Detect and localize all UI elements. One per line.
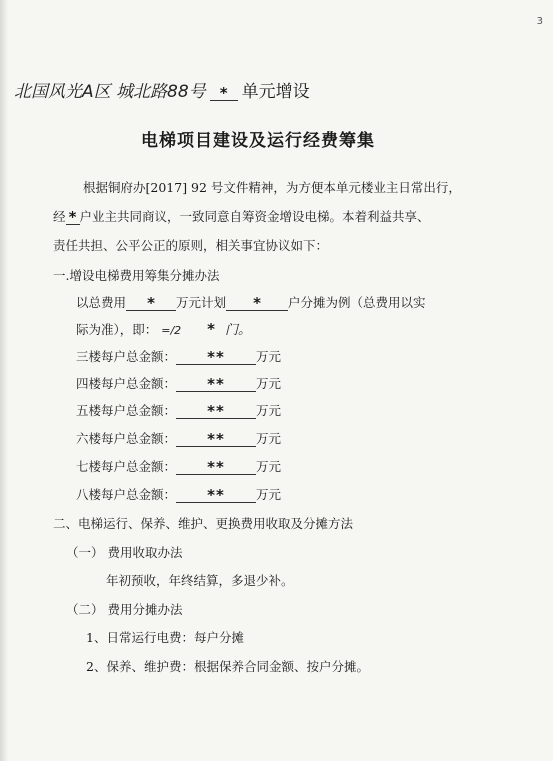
header-suffix: 单元增设 xyxy=(241,82,310,102)
floor-amount-blank xyxy=(176,459,256,475)
floor-unit: 万元 xyxy=(256,487,282,502)
section2-item-1: 1、日常运行电费：每户分摊 xyxy=(86,630,244,645)
floor-label: 四楼每户总金额： xyxy=(76,376,177,391)
header-handwritten-address: 北国风光A区 城北路88号 xyxy=(14,82,206,102)
section2-sub1-heading: （一） 费用收取办法 xyxy=(66,545,183,560)
header-line xyxy=(14,84,310,101)
section2-sub1-text: 年初预收，年终结算，多退少补。 xyxy=(106,573,294,588)
section1-line-1-suffix: 户分摊为例（总费用以实 xyxy=(288,295,426,310)
header-blank xyxy=(210,85,238,101)
section1-line-2-star: * xyxy=(207,320,216,338)
plan-label: 万元计划 xyxy=(176,295,227,310)
corner-mark: 3 xyxy=(536,16,543,27)
floor-row-3 xyxy=(76,349,281,365)
intro-star: * xyxy=(68,208,77,226)
floor-amount-blank xyxy=(176,403,256,419)
total-cost-star: * xyxy=(147,294,155,312)
floor-amount: ** xyxy=(207,486,225,504)
floor-row-8 xyxy=(76,487,281,503)
floor-row-6 xyxy=(76,431,281,447)
scan-edge-shadow xyxy=(0,0,8,761)
floor-amount: ** xyxy=(207,402,225,420)
floor-label: 三楼每户总金额： xyxy=(76,349,177,364)
total-cost-label: 以总费用 xyxy=(76,295,127,310)
floor-unit: 万元 xyxy=(256,376,282,391)
floor-label: 五楼每户总金额： xyxy=(76,403,177,418)
floor-amount-blank xyxy=(176,431,256,447)
floor-unit: 万元 xyxy=(256,403,282,418)
section2-sub2-heading: （二） 费用分摊办法 xyxy=(66,602,183,617)
floor-label: 七楼每户总金额： xyxy=(76,459,177,474)
intro-line-2 xyxy=(53,209,430,225)
section1-line-2 xyxy=(76,321,251,339)
section1-heading: 一.增设电梯费用筹集分摊办法 xyxy=(53,268,220,283)
handwritten-note: =/2 xyxy=(161,324,182,337)
intro-blank xyxy=(66,209,80,225)
floor-unit: 万元 xyxy=(256,431,282,446)
section2-heading: 二、电梯运行、保养、维护、更换费用收取及分摊方法 xyxy=(53,516,354,531)
floor-amount: ** xyxy=(207,430,225,448)
intro-line-2-prefix: 经 xyxy=(53,209,66,224)
floor-amount: ** xyxy=(207,375,225,393)
floor-unit: 万元 xyxy=(256,459,282,474)
floor-label: 六楼每户总金额： xyxy=(76,431,177,446)
floor-row-4 xyxy=(76,376,281,392)
total-cost-blank xyxy=(126,295,176,311)
header-star: * xyxy=(219,84,228,102)
section2-item-2: 2、保养、维护费：根据保养合同金额、按户分摊。 xyxy=(86,659,369,674)
section1-line-1 xyxy=(76,295,426,311)
floor-amount: ** xyxy=(207,458,225,476)
household-blank xyxy=(226,295,288,311)
floor-unit: 万元 xyxy=(256,349,282,364)
floor-amount-blank xyxy=(176,349,256,365)
floor-amount: ** xyxy=(207,348,225,366)
floor-amount-blank xyxy=(176,487,256,503)
intro-line-2-rest: 户业主共同商议，一致同意自筹资金增设电梯。本着利益共享、 xyxy=(79,209,430,224)
floor-row-5 xyxy=(76,403,281,419)
section1-line-2-tail: 门。 xyxy=(225,323,252,338)
intro-line-3: 责任共担、公平公正的原则，相关事宜协议如下： xyxy=(53,238,329,253)
section1-line-2-prefix: 际为准），即： xyxy=(76,322,158,337)
floor-row-7 xyxy=(76,459,281,475)
household-star: * xyxy=(253,294,261,312)
floor-label: 八楼每户总金额： xyxy=(76,487,177,502)
floor-amount-blank xyxy=(176,376,256,392)
intro-line-1: 根据铜府办[2017] 92 号文件精神，为方便本单元楼业主日常出行， xyxy=(83,180,461,195)
page-title: 电梯项目建设及运行经费筹集 xyxy=(141,131,375,151)
